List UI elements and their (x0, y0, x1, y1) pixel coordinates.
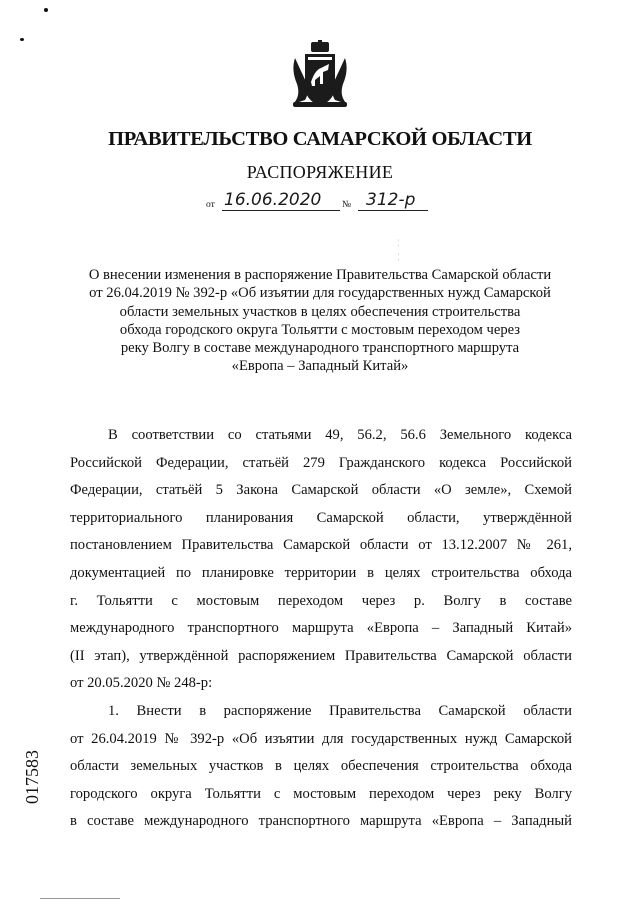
body-line: от 26.04.2019 № 392-р «Об изъятии для государственных нужд Самарской (70, 730, 572, 747)
scan-artifact: ¦ (398, 252, 400, 261)
side-serial-text: 017583 (22, 750, 42, 804)
date-prefix: от (206, 200, 215, 210)
number-prefix: № (342, 200, 352, 210)
body-line: в составе международного транспортного маршрута «Европа – Западный (70, 813, 572, 830)
subject-line: «Европа – Западный Китай» (231, 358, 409, 375)
body-line: В соответствии со статьями 49, 56.2, 56.6 Земельного кодекса (108, 427, 572, 443)
scan-speck (44, 8, 48, 12)
body-line: документацией по планировке территории в целях строительства обхода (70, 564, 572, 581)
body-line: (II этап), утверждённой распоряжением Правительства Самарской области (70, 647, 572, 664)
body-line: от 20.05.2020 № 248-р: (70, 675, 213, 692)
subject-line: области земельных участков в целях обеспечения строительства (119, 303, 521, 320)
body-line: области земельных участков в целях обеспечения строительства обхода (70, 758, 572, 775)
document-type: РАСПОРЯЖЕНИЕ (246, 162, 394, 182)
number-underline (358, 210, 428, 211)
date-number-line (206, 190, 446, 218)
subject-line: реку Волгу в составе международного транспортного маршрута (120, 340, 520, 357)
body-line: постановлением Правительства Самарской области от 13.12.2007 № 261, (70, 537, 572, 554)
body-line: г. Тольятти с мостовым переходом через р. Волгу в составе (70, 592, 572, 609)
body-line: территориального планирования Самарской области, утверждённой (70, 509, 572, 526)
body-line: Российской Федерации, статьёй 279 Гражданского кодекса Российской (70, 454, 572, 471)
organization-title: ПРАВИТЕЛЬСТВО САМАРСКОЙ ОБЛАСТИ (108, 128, 532, 150)
date-value: 16.06.2020 (224, 190, 322, 210)
body-line: Федерации, статьёй 5 Закона Самарской области «О земле», Схемой (70, 482, 572, 499)
date-underline (222, 210, 340, 211)
scan-edge-line (40, 898, 120, 899)
body-line: международного транспортного маршрута «Европа – Западный Китай» (70, 620, 572, 637)
subject-line: от 26.04.2019 № 392-р «Об изъятии для государственных нужд Самарской (89, 285, 551, 302)
body-line: 1. Внести в распоряжение Правительства Самарской области (108, 702, 572, 719)
scan-artifact: ¦ (398, 238, 400, 247)
subject-line: обхода городского округа Тольятти с мостовым переходом через (119, 321, 521, 338)
body-line: городского округа Тольятти с мостовым переходом через реку Волгу (70, 785, 572, 802)
samara-coat-of-arms-icon (285, 40, 355, 110)
side-serial-number (22, 706, 44, 804)
subject-line: О внесении изменения в распоряжение Правительства Самарской области (88, 267, 552, 283)
document-body (70, 422, 572, 836)
document-subject (70, 266, 570, 376)
number-value: 312-р (366, 190, 416, 210)
scan-speck (20, 38, 24, 41)
